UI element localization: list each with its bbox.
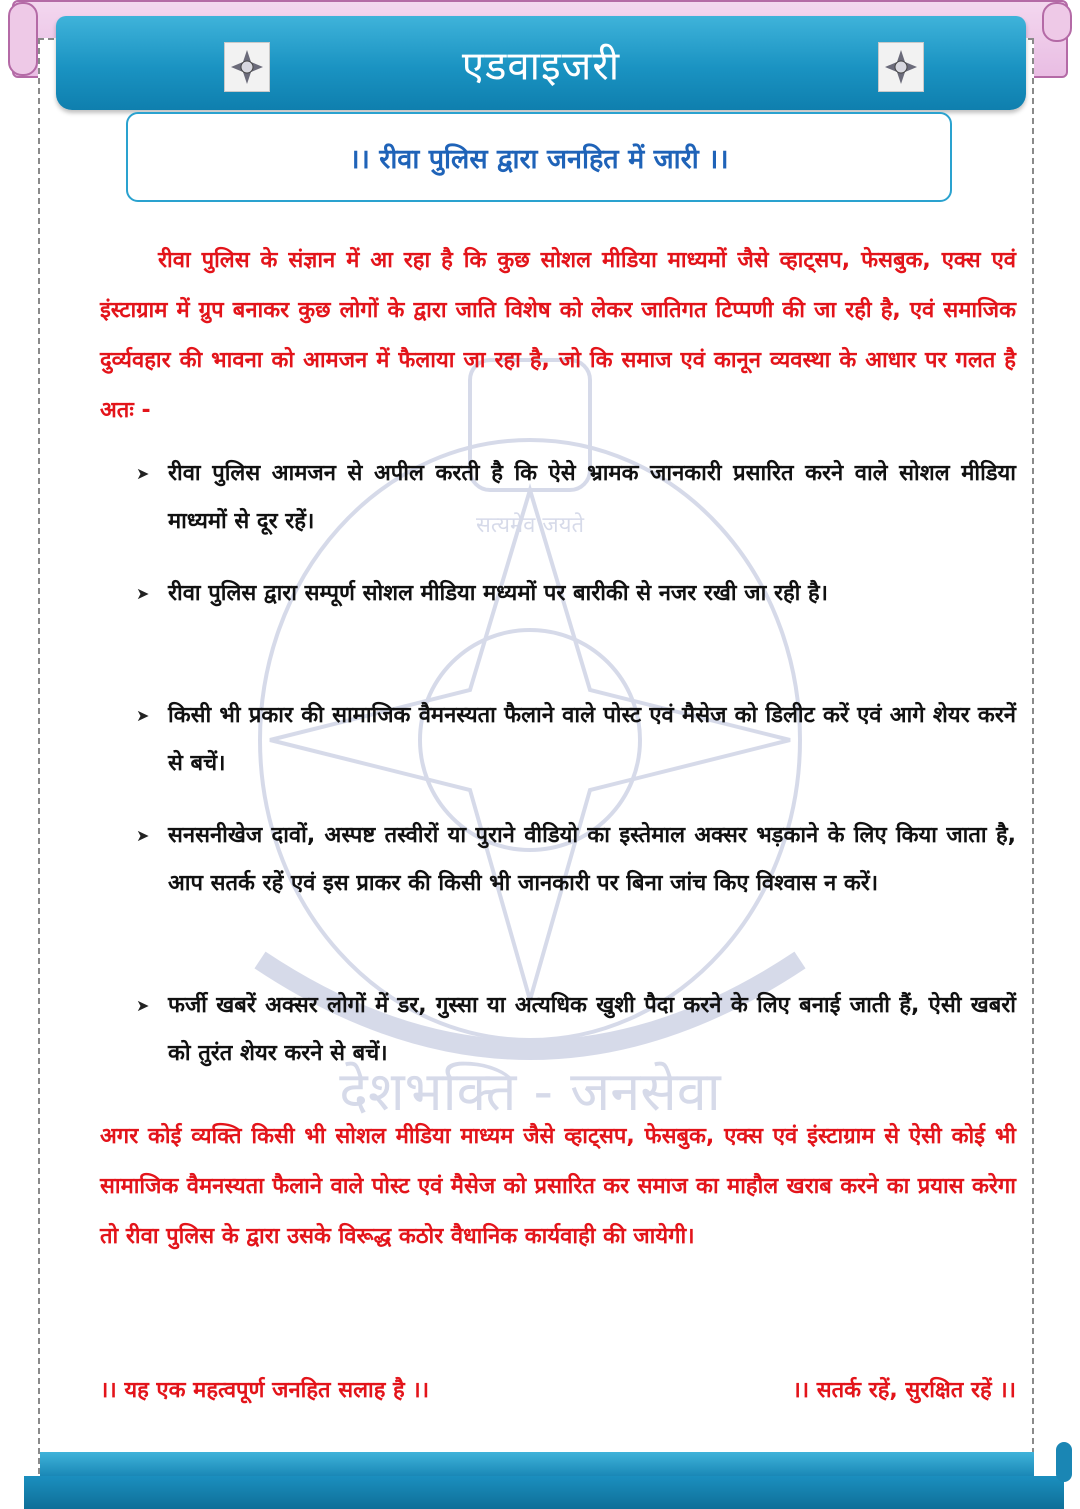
list-item (136, 982, 1016, 1078)
scroll-curl-bottom (1056, 1442, 1072, 1482)
footer-bar (40, 1452, 1034, 1478)
police-emblem-icon (878, 42, 924, 92)
list-item (136, 570, 1016, 618)
arrow-bullet-icon: ➤ (136, 826, 150, 845)
header-banner (56, 16, 1026, 110)
intro-paragraph (100, 236, 1016, 436)
arrow-bullet-icon: ➤ (136, 996, 150, 1015)
list-item-text: रीवा पुलिस द्वारा सम्पूर्ण सोशल मीडिया मध्यमों पर बारीकी से नजर रखी जा रही है। (168, 581, 829, 606)
footer-right-slogan: ।। सतर्क रहें, सुरक्षित रहें ।। (792, 1378, 1016, 1403)
scroll-curl-right (1042, 2, 1072, 42)
list-item (136, 450, 1016, 546)
footer-left-slogan: ।। यह एक महत्वपूर्ण जनहित सलाह है ।। (100, 1378, 430, 1403)
page-title: एडवाइजरी (461, 43, 621, 90)
arrow-bullet-icon: ➤ (136, 464, 150, 483)
list-item-text: किसी भी प्रकार की सामाजिक वैमनस्यता फैलाने वाले पोस्ट एवं मैसेज को डिलीट करें एवं आगे शेयर करनें से बचें। (168, 703, 1016, 776)
arrow-bullet-icon: ➤ (136, 706, 150, 725)
subtitle-box (126, 112, 952, 202)
list-item-text: सनसनीखेज दावों, अस्पष्ट तस्वीरों या पुराने वीडियो का इस्तेमाल अक्सर भड़काने के लिए किया जाता है, आप सतर्क रहें एवं इस प्राकर की किसी भी जानकारी पर बिना जांच किए विश्वास न करें। (168, 823, 1016, 896)
watermark-slogan: देशभक्ति - जनसेवा (339, 1060, 721, 1120)
list-item (136, 692, 1016, 788)
scroll-curl-left (8, 2, 38, 76)
footer-bar-base (24, 1476, 1064, 1509)
list-item (136, 812, 1016, 908)
closing-paragraph (100, 1112, 1016, 1262)
list-item-text: रीवा पुलिस आमजन से अपील करती है कि ऐसे भ्रामक जानकारी प्रसारित करने वाले सोशल मीडिया माध्यमों से दूर रहें। (168, 461, 1016, 534)
intro-text: रीवा पुलिस के संज्ञान में आ रहा है कि कुछ सोशल मीडिया माध्यमों जैसे व्हाट्सप, फेसबुक, एक्स एवं इंस्टाग्राम में ग्रुप बनाकर कुछ लोगों के द्वारा जाति विशेष को लेकर जातिगत टिप्पणी की जा रही है, एवं समाजिक दुर्व्यवहार की भावना को आमजन में फैलाया जा रहा है, जो कि समाज एवं कानून व्यवस्था के आधार पर गलत है अतः - (100, 248, 1016, 423)
list-item-text: फर्जी खबरें अक्सर लोगों में डर, गुस्सा या अत्यधिक खुशी पैदा करने के लिए बनाई जाती हैं, ऐसी खबरों को तुरंत शेयर करने से बचें। (168, 993, 1016, 1066)
closing-text: अगर कोई व्यक्ति किसी भी सोशल मीडिया माध्यम जैसे व्हाट्सप, फेसबुक, एक्स एवं इंस्टाग्राम से ऐसी कोई भी सामाजिक वैमनस्यता फैलाने वाले पोस्ट एवं मैसेज को प्रसारित कर समाज का माहौल खराब करने का प्रयास करेगा तो रीवा पुलिस के द्वारा उसके विरूद्ध कठोर वैधानिक कार्यवाही की जायेगी। (100, 1124, 1016, 1249)
watermark-motto: सत्यमेव जयते (475, 513, 585, 538)
arrow-bullet-icon: ➤ (136, 584, 150, 603)
subtitle: ।। रीवा पुलिस द्वारा जनहित में जारी ।। (349, 143, 729, 175)
